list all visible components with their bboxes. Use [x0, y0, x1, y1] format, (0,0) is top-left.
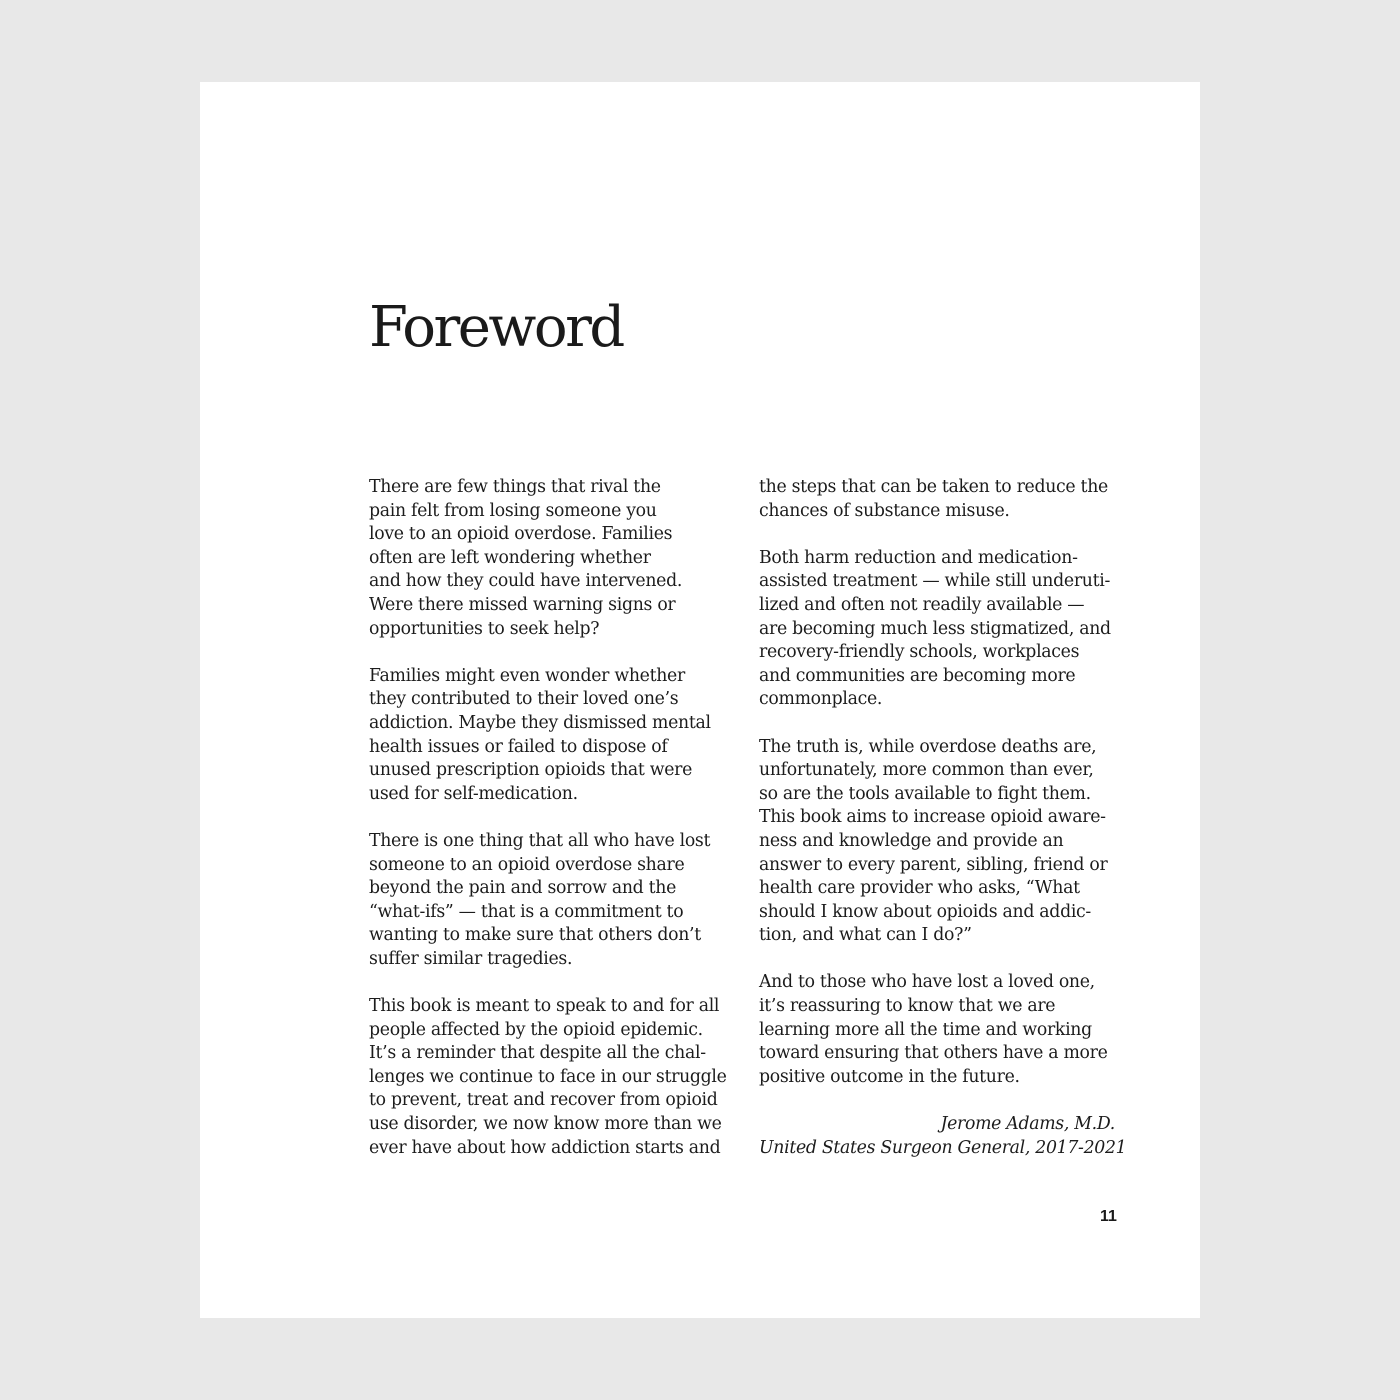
text-line: lenges we continue to face in our struggle	[369, 1066, 727, 1087]
text-line: suffer similar tragedies.	[369, 948, 573, 969]
paragraph-6	[759, 547, 1119, 712]
paragraph-5	[759, 476, 1119, 523]
text-line: There is one thing that all who have lost	[369, 830, 711, 851]
text-line: assisted treatment — while still underuti-	[759, 571, 1111, 592]
text-line: to prevent, treat and recover from opioid	[369, 1090, 718, 1111]
text-line: learning more all the time and working	[759, 1019, 1092, 1040]
text-line: unfortunately, more common than ever,	[759, 760, 1094, 781]
text-line: This book is meant to speak to and for all	[369, 996, 720, 1017]
text-line: “what-ifs” — that is a commitment to	[369, 901, 684, 922]
paragraph-4	[369, 995, 729, 1160]
text-line: chances of substance misuse.	[759, 500, 1010, 521]
text-line: and communities are becoming more	[759, 665, 1076, 686]
text-line: recovery-friendly schools, workplaces	[759, 642, 1080, 663]
text-line: unused prescription opioids that were	[369, 760, 693, 781]
text-line: used for self-medication.	[369, 783, 578, 804]
text-line: love to an opioid overdose. Families	[369, 524, 673, 545]
text-line: toward ensuring that others have a more	[759, 1043, 1108, 1064]
book-page	[200, 82, 1200, 1318]
text-line: lized and often not readily available —	[759, 594, 1085, 615]
page-title: Foreword	[369, 295, 623, 360]
paragraph-1	[369, 476, 729, 641]
text-line: opportunities to seek help?	[369, 618, 600, 639]
text-line: often are left wondering whether	[369, 547, 651, 568]
paragraph-8	[759, 971, 1119, 1089]
text-line: the steps that can be taken to reduce the	[759, 477, 1108, 497]
text-line: someone to an opioid overdose share	[369, 854, 685, 875]
text-line: and how they could have intervened.	[369, 571, 683, 592]
text-line: tion, and what can I do?”	[759, 925, 972, 946]
text-line: should I know about opioids and addic-	[759, 901, 1091, 922]
text-line: answer to every parent, sibling, friend or	[759, 854, 1108, 875]
text-line: so are the tools available to fight them.	[759, 783, 1091, 804]
signature-title: United States Surgeon General, 2017-2021	[759, 1137, 1127, 1158]
text-line: pain felt from losing someone you	[369, 500, 657, 521]
text-line: health issues or failed to dispose of	[369, 736, 668, 757]
text-line: it’s reassuring to know that we are	[759, 996, 1056, 1017]
text-line: beyond the pain and sorrow and the	[369, 878, 677, 899]
text-line: And to those who have lost a loved one,	[759, 972, 1095, 993]
text-line: ness and knowledge and provide an	[759, 830, 1064, 851]
text-line: addiction. Maybe they dismissed mental	[369, 712, 711, 733]
paragraph-3	[369, 830, 729, 972]
text-line: health care provider who asks, “What	[759, 878, 1080, 899]
left-text-column	[369, 476, 729, 1184]
signature-name: Jerome Adams, M.D.	[940, 1114, 1115, 1135]
text-line: wanting to make sure that others don’t	[369, 925, 701, 946]
text-line: ever have about how addiction starts and	[369, 1137, 721, 1158]
text-line: Were there missed warning signs or	[369, 594, 676, 615]
text-line: There are few things that rival the	[369, 477, 661, 497]
text-line: The truth is, while overdose deaths are,	[759, 736, 1097, 757]
paragraph-7	[759, 736, 1119, 948]
text-line: This book aims to increase opioid aware-	[759, 807, 1106, 828]
text-line: are becoming much less stigmatized, and	[759, 618, 1111, 639]
text-line: It’s a reminder that despite all the chal-	[369, 1043, 706, 1064]
text-line: people affected by the opioid epidemic.	[369, 1019, 703, 1040]
text-line: commonplace.	[759, 689, 883, 710]
paragraph-2	[369, 665, 729, 807]
text-line: Families might even wonder whether	[369, 665, 685, 686]
signature-block	[759, 1113, 1127, 1160]
text-line: they contributed to their loved one’s	[369, 689, 679, 710]
text-line: Both harm reduction and medication-	[759, 547, 1078, 568]
text-line: use disorder, we now know more than we	[369, 1114, 722, 1135]
text-line: positive outcome in the future.	[759, 1066, 1020, 1087]
right-text-column	[759, 476, 1127, 1160]
page-number: 11	[1100, 1208, 1117, 1225]
